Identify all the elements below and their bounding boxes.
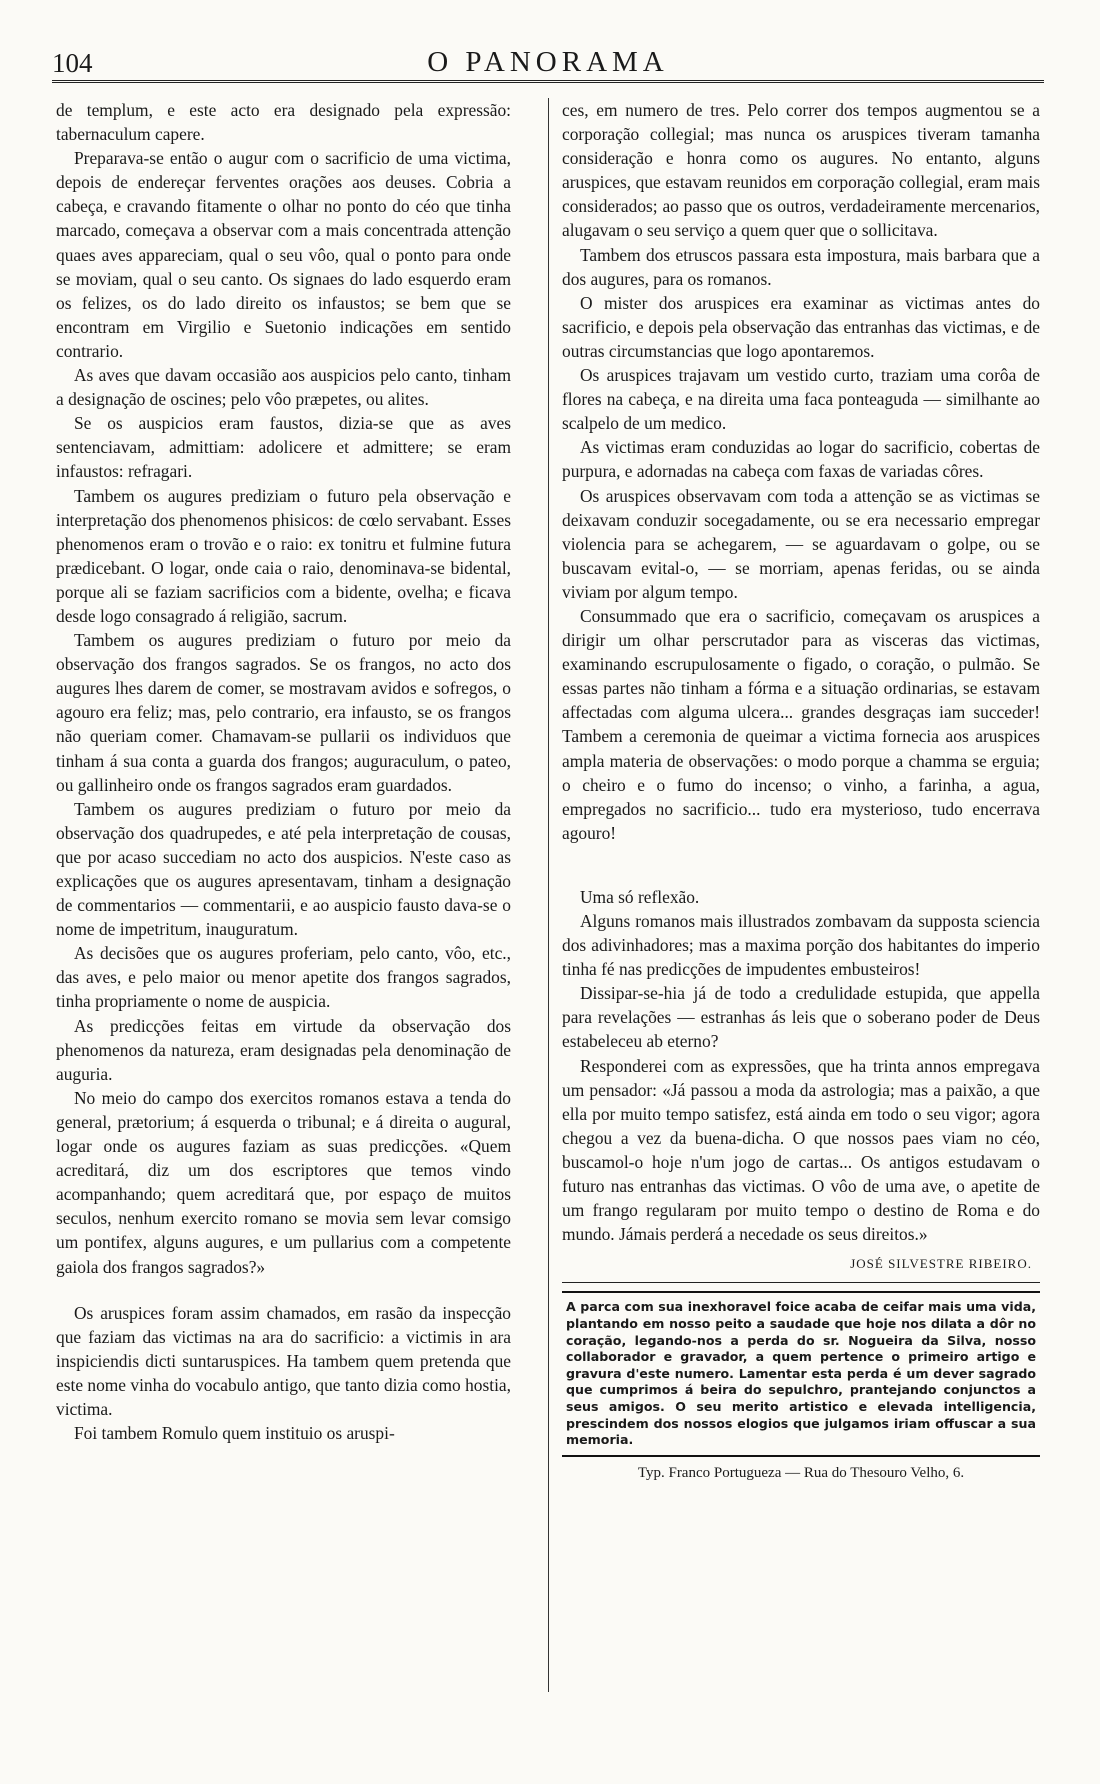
signature-rule	[562, 1282, 1040, 1283]
page-header	[52, 44, 1044, 83]
paragraph: Alguns romanos mais illustrados zombavam da supposta sciencia dos adivinhadores; mas a maxima porção dos habitantes do imperio tinha fé nas predicções de impudentes embusteiros!	[562, 911, 1040, 980]
paragraph: Se os auspicios eram faustos, dizia-se que as aves sentenciavam, admittiam: adolicere et admittere; se eram infaustos: refragari.	[56, 413, 511, 482]
paragraph: As predicções feitas em virtude da observação dos phenomenos da natureza, eram designadas pela denominação de auguria.	[56, 1015, 511, 1084]
paragraph: ces, em numero de tres. Pelo correr dos tempos augmentou se a corporação collegial; mas nunca os aruspices tiveram tamanha consideração e honra como os augures. No entanto, alguns aruspices, que estavam reunidos em corporação collegial, eram mais considerados; ao passo que os outros, verdadeiramente mercenarios, alugavam o seu serviço a quem quer que o sollicitava.	[562, 100, 1040, 241]
paragraph: Tambem dos etruscos passara esta impostura, mais barbara que a dos augures, para os romanos.	[562, 244, 1040, 289]
author-signature: JOSÉ SILVESTRE RIBEIRO.	[850, 1256, 1032, 1272]
paragraph: Preparava-se então o augur com o sacrificio de uma victima, depois de endereçar ferventes orações aos deuses. Cobria a cabeça, e cravando fitamente o olhar no ponto do céo que tinha marcado, começava a observar com a mais concentrada attenção quaes aves appareciam, qual o seu vôo, qual o ponto para onde se moviam, qual o seu canto. Os signaes do lado esquerdo eram os felizes, os do lado direito os infaustos; se bem que se encontram em Virgilio e Suetonio indicações em sentido contrario.	[56, 148, 511, 361]
paragraph: Consummado que era o sacrificio, começavam os aruspices a dirigir um olhar perscrutador para as visceras das victimas, examinando escrupulosamente o figado, o coração, o pulmão. Se essas partes não tinham a fórma e a situação ordinarias, se estavam affectadas com alguma ulcera... grandes desgraças iam succeder! Tambem a ceremonia de queimar a victima fornecia aos aruspices ampla materia de observações: o modo porque a chamma se erguia; o cheiro e o fumo do incenso; o vinho, a farinha, a agua, empregados no sacrificio... tudo era mysterioso, tudo encerrava agouro!	[562, 605, 1040, 843]
paragraph: Responderei com as expressões, que ha trinta annos empregava um pensador: «Já passou a moda da astrologia; mas a paixão, a que ella por muito tempo satisfez, está ainda em todo o seu vigor; agora chegou a vez da buena-dicha. O que nossos paes viam no céo, buscamol-o hoje n'um jogo de cartas... Os antigos estudavam o futuro nas entranhas das victimas. O vôo de uma ave, o apetite de um frango regularam por muito tempo o destino de Roma e do mundo. Jámais perderá a necedade os seus direitos.»	[562, 1055, 1040, 1245]
paragraph: Tambem os augures prediziam o futuro por meio da observação dos frangos sagrados. Se os frangos, no acto dos augures lhes darem de comer, se mostravam avidos e sofregos, o agouro era feliz; mas, pelo contrario, era infausto, se os frangos não queriam comer. Chamavam-se pullarii os individuos que tinham á sua conta a guarda dos frangos; auguraculum, o pateo, ou gallinheiro onde os frangos sagrados eram guardados.	[56, 630, 511, 795]
paragraph: Os aruspices trajavam um vestido curto, traziam uma corôa de flores na cabeça, e na direita uma faca ponteaguda — similhante ao scalpelo de um medico.	[562, 365, 1040, 434]
right-column	[562, 98, 1040, 1485]
printer-line: Typ. Franco Portugueza — Rua do Thesouro Velho, 6.	[637, 1464, 965, 1481]
paragraph: Foi tambem Romulo quem instituio os aruspi-	[74, 1423, 395, 1444]
paragraph: As decisões que os augures proferiam, pelo canto, vôo, etc., das aves, e pelo maior ou menor apetite dos frangos sagrados, tinha propriamente o nome de auspicia.	[56, 943, 511, 1012]
paragraph: As victimas eram conduzidas ao logar do sacrificio, cobertas de purpura, e adornadas na cabeça com faxas de variadas côres.	[562, 437, 1040, 482]
journal-title: O PANORAMA	[427, 46, 669, 78]
left-column	[56, 98, 511, 1445]
page-number: 104	[52, 48, 93, 78]
paragraph: Dissipar-se-hia já de todo a credulidade estupida, que appella para revelações — estranhas ás leis que o soberano poder de Deus estabeleceu ab eterno?	[562, 983, 1040, 1052]
column-divider	[548, 98, 549, 1692]
paragraph: Tambem os augures prediziam o futuro por meio da observação dos quadrupedes, e até pela interpretação de cousas, que por acaso succediam no acto dos auspicios. N'este caso as explicações que os augures apresentavam, tinham a designação de commentarios — commentarii, e ao auspicio fausto dava-se o nome de impetritum, inauguratum.	[56, 798, 511, 940]
paragraph: de templum, e este acto era designado pela expressão: tabernaculum capere.	[56, 100, 511, 145]
paragraph: O mister dos aruspices era examinar as victimas antes do sacrificio, e depois pela observação das entranhas das victimas, e de outras circumstancias que logo apontaremos.	[562, 292, 1040, 361]
paragraph: No meio do campo dos exercitos romanos estava a tenda do general, prætorium; á esquerda o tribunal; e á direita o augural, logar onde os augures faziam as suas predicções. «Quem acreditará, diz um dos escriptores que temos vindo acompanhando; quem acreditará que, por espaço de muitos seculos, nenhum exercito romano se movia sem levar comsigo um pontifex, alguns augures, e um pullarius com a competente gaiola dos frangos sagrados?»	[56, 1087, 511, 1277]
paragraph: Os aruspices observavam com toda a attenção se as victimas se deixavam conduzir socegadamente, ou se era necessario empregar violencia para se achegarem, — se aguardavam o golpe, ou se buscavam evital-o, — se morriam, apenas feridas, ou se ainda viviam por algum tempo.	[562, 485, 1040, 602]
paragraph: As aves que davam occasião aos auspicios pelo canto, tinham a designação de oscines; pelo vôo præpetes, ou alites.	[56, 365, 511, 410]
obituary-notice: A parca com sua inexhoravel foice acaba de ceifar mais uma vida, plantando em nosso peito a saudade que hoje nos dilata a dôr no coração, legando-nos a perda do sr. Nogueira da Silva, nosso collaborador e gravador, a quem pertence o primeiro artigo e gravura d'este numero. Lamentar esta perda é um dever sagrado que cumprimos á beira do sepulchro, prantejando conjunctos a seus amigos. O seu merito artistico e elevada intelligencia, prescindem dos nossos elogios que julgamos iriam offuscar a sua memoria.	[562, 1291, 1040, 1456]
paragraph: Os aruspices foram assim chamados, em rasão da inspecção que faziam das victimas na ara do sacrificio: a victimis in ara inspiciendis dicti suntaruspices. Ha tambem quem pretenda que este nome vinha do vocabulo antigo, que tanto dizia como hostia, victima.	[56, 1302, 511, 1419]
paragraph: Tambem os augures prediziam o futuro pela observação e interpretação dos phenomenos phisicos: de cœlo servabant. Esses phenomenos eram o trovão e o raio: ex tonitru et fulmine futura prædicebant. O logar, onde caia o raio, denominava-se bidental, porque ali se faziam sacrificios com a bidente, ovelha; e ficava desde logo consagrado á religião, sacrum.	[56, 485, 511, 626]
paragraph: Uma só reflexão.	[580, 886, 700, 907]
